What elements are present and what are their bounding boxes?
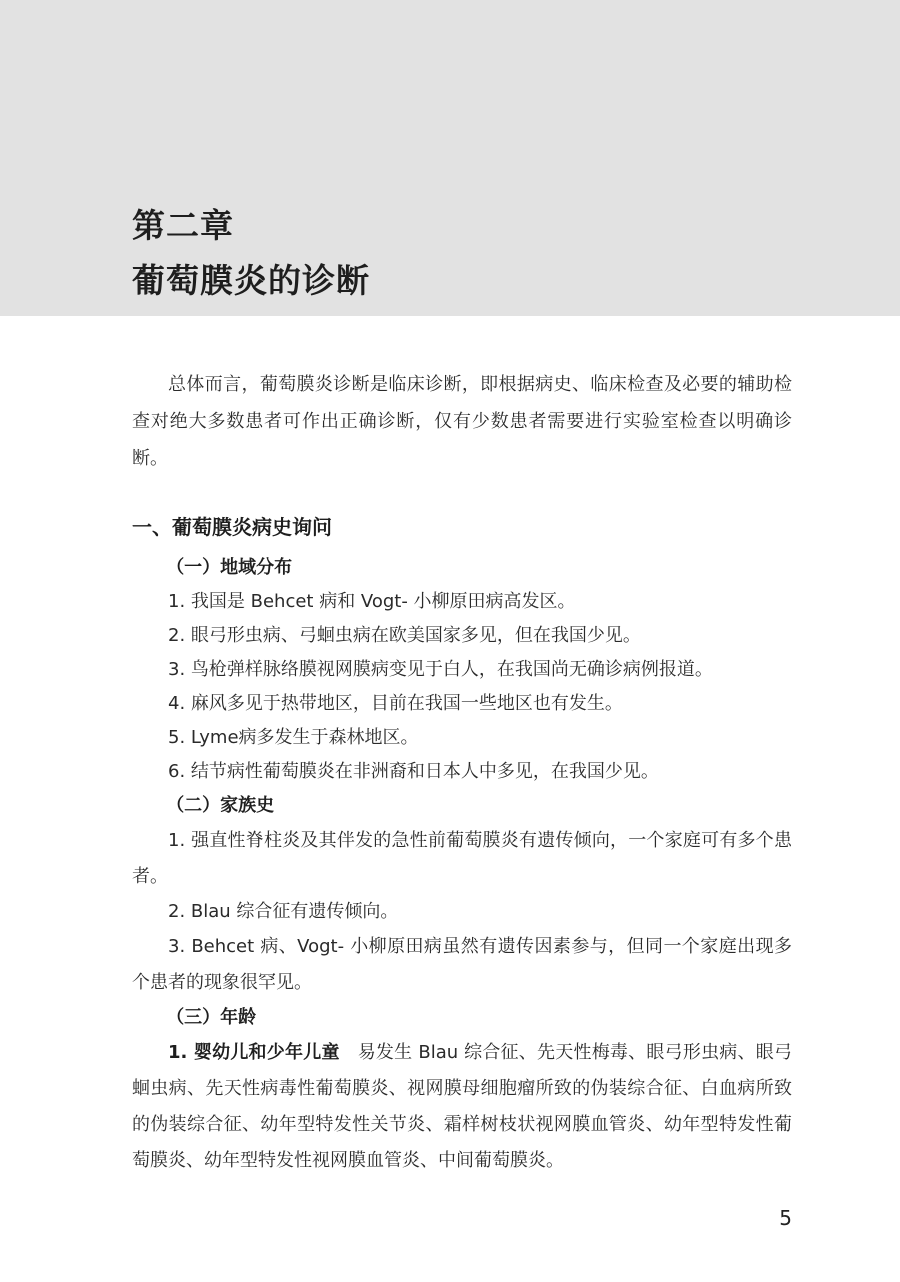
list-item: 2. Blau 综合征有遗传倾向。: [168, 901, 399, 922]
list-item: 1. 我国是 Behcet 病和 Vogt- 小柳原田病高发区。: [168, 591, 576, 612]
list-item: 1. 强直性脊柱炎及其伴发的急性前葡萄膜炎有遗传倾向，一个家庭可有多个患者。: [132, 830, 792, 887]
list-item-infants: [132, 1035, 792, 1179]
list-item: 5. Lyme病多发生于森林地区。: [168, 727, 419, 748]
list-item: 4. 麻风多见于热带地区，目前在我国一些地区也有发生。: [168, 693, 623, 714]
list-item: 3. 鸟枪弹样脉络膜视网膜病变见于白人，在我国尚无确诊病例报道。: [168, 659, 713, 680]
chapter-header-band: [0, 0, 900, 316]
subsection-heading-geography: （一）地域分布: [166, 557, 293, 578]
list-item-label: 1. 婴幼儿和少年儿童: [168, 1042, 340, 1063]
list-item: 3. Behcet 病、Vogt- 小柳原田病虽然有遗传因素参与，但同一个家庭出现多个患者的现象很罕见。: [132, 936, 792, 993]
subsection-heading-age: （三）年龄: [166, 1007, 257, 1028]
intro-paragraph: 总体而言，葡萄膜炎诊断是临床诊断，即根据病史、临床检查及必要的辅助检查对绝大多数患者可作出正确诊断，仅有少数患者需要进行实验室检查以明确诊断。: [132, 374, 792, 469]
list-item-text: 易发生 Blau 综合征、先天性梅毒、眼弓形虫病、眼弓蛔虫病、先天性病毒性葡萄膜炎、视网膜母细胞瘤所致的伪装综合征、白血病所致的伪装综合征、幼年型特发性关节炎、霜样树枝状视网膜血管炎、幼年型特发性葡萄膜炎、幼年型特发性视网膜血管炎、中间葡萄膜炎。: [132, 1042, 792, 1171]
subsection-heading-family-history: （二）家族史: [166, 795, 275, 816]
section-heading-history: 一、葡萄膜炎病史询问: [132, 515, 332, 539]
list-item: 6. 结节病性葡萄膜炎在非洲裔和日本人中多见，在我国少见。: [168, 761, 659, 782]
chapter-title: 葡萄膜炎的诊断: [132, 261, 370, 300]
list-item: 2. 眼弓形虫病、弓蛔虫病在欧美国家多见，但在我国少见。: [168, 625, 641, 646]
page-number: 5: [779, 1206, 792, 1230]
page-body: [132, 366, 792, 1179]
chapter-number: 第二章: [132, 206, 234, 245]
